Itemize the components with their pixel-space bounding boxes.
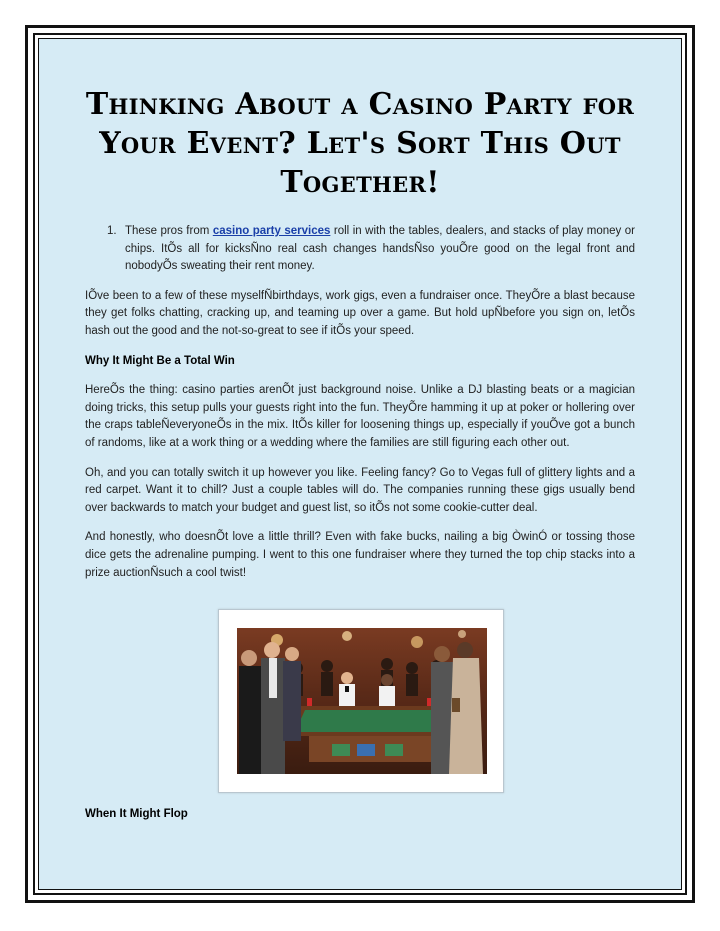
page-title: Thinking About a Casino Party for Your Event? Let's Sort This Out Together! [85,87,635,200]
list-number: 1. [107,225,117,237]
casino-party-services-link[interactable]: casino party services [212,225,331,237]
flop-heading: When It Might Flop [85,808,188,820]
paragraph-engagement: HereÕs the thing: casino parties arenÕt just background noise. Unlike a DJ blasting beats or a magician doing tricks, this setup pulls your guests right into the fun. TheyÕre hamming it up at poker or hollering over the craps tableÑeveryoneÕs in the mix. ItÕs killer for loosening things up, especially if youÕve got a bunch of randoms, like at a work thing or a wedding where the families are still figuring each other out. [85,384,635,449]
why-heading: Why It Might Be a Total Win [85,354,235,367]
article-body [85,223,635,594]
paragraph-thrill: And honestly, who doesnÕt love a little thrill? Even with fake bucks, nailing a big ÒwinÓ or tossing those dice gets the adrenaline pumping. I went to this one fundraiser where they turned the top chip stacks into a prize auctionÑsuch a cool twist! [85,531,635,579]
list-text-after-link: roll in with the tables, dealers, and stacks of play money or chips. ItÕs all for kicksÑno real cash changes handsÑso youÕre good on the legal front and nobodyÕs sweating their rent money. [125,225,635,273]
casino-party-scene [237,628,487,774]
list-text-before-link: These pros from [125,225,213,237]
casino-party-photo [237,628,487,774]
casino-party-photo-frame [218,609,504,793]
intro-paragraph: IÕve been to a few of these myselfÑbirthdays, work gigs, even a fundraiser once. TheyÕre a blast because they get folks chatting, cracking up, and teaming up over a game. But hold upÑbefore you sign on, letÕs hash out the good and the not-so-great to see if itÕs your speed. [85,289,635,337]
paragraph-customization: Oh, and you can totally switch it up however you like. Feeling fancy? Go to Vegas full of glittery lights and a red carpet. Want it to chill? Just a couple tables will do. The companies running these gigs usually bend over backwards to match your budget and guest list, so itÕs not some cookie-cutter deal. [85,466,635,514]
list-text [125,223,635,276]
list-item [85,223,635,276]
